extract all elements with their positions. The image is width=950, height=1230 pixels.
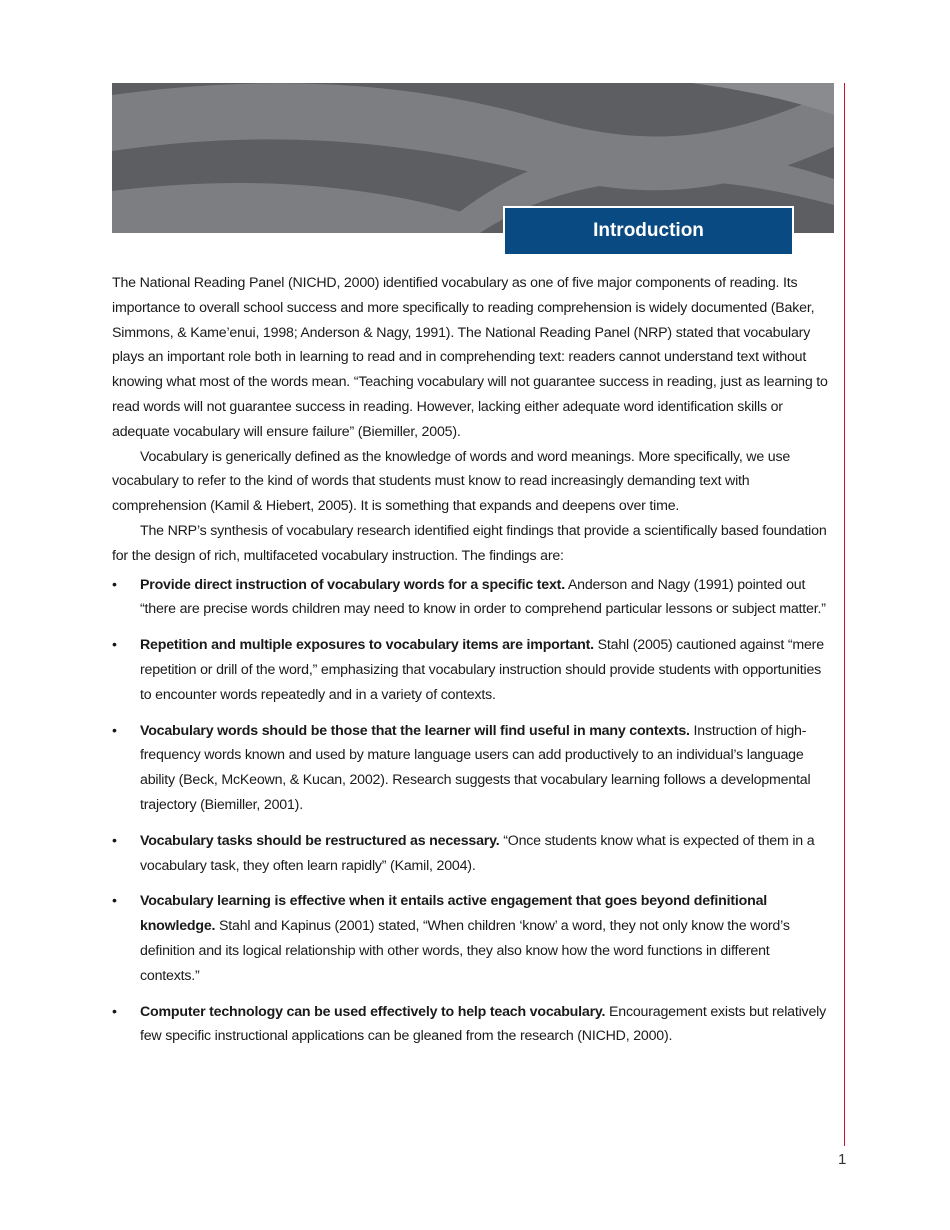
finding-lead: Vocabulary learning is effective when it entails active engagement that goes beyond definitional knowledge. (140, 893, 768, 935)
bullet-icon: • (112, 637, 117, 654)
finding-item (112, 829, 832, 879)
finding-text: “Once students know what is expected of them in a vocabulary task, they often learn rapidly” (Kamil, 2004). (140, 832, 815, 874)
bullet-icon: • (112, 893, 117, 910)
bullet-icon: • (112, 576, 117, 593)
bullet-icon: • (112, 1003, 117, 1020)
section-title (503, 206, 794, 256)
finding-item (112, 719, 832, 818)
finding-text: Stahl (2005) cautioned against “mere repetition or drill of the word,” emphasizing that vocabulary instruction should provide students with opportunities to encounter words repeatedly and in a variety of contexts. (140, 637, 824, 703)
finding-item (112, 1000, 832, 1050)
findings-list (112, 573, 832, 1050)
bullet-icon: • (112, 832, 117, 849)
body-text (112, 271, 832, 1060)
finding-item (112, 573, 832, 623)
finding-lead: Repetition and multiple exposures to vocabulary items are important. (140, 637, 594, 654)
paragraph: The NRP’s synthesis of vocabulary research identified eight findings that provide a scientifically based foundation for the design of rich, multifaceted vocabulary instruction. The findings are: (112, 522, 827, 564)
finding-item (112, 633, 832, 707)
bullet-icon: • (112, 722, 117, 739)
finding-text: Stahl and Kapinus (2001) stated, “When children ‘know’ a word, they not only know the word’s definition and its logical relationship with other words, they also know how the word functions in different contexts.” (140, 918, 790, 984)
finding-text: Instruction of high-frequency words known and used by mature language users can add productively to an individual’s language ability (Beck, McKeown, & Kucan, 2002). Research suggests that vocabulary learning follows a developmental trajectory (Biemiller, 2001). (140, 722, 811, 813)
finding-lead: Vocabulary tasks should be restructured as necessary. (140, 832, 500, 849)
page-number: 1 (838, 1151, 847, 1168)
finding-lead: Vocabulary words should be those that the learner will find useful in many contexts. (140, 722, 690, 739)
paragraph: The National Reading Panel (NICHD, 2000) identified vocabulary as one of five major components of reading. Its importance to overall school success and more specifically to reading comprehension is widely documented (Baker, Simmons, & Kame’enui, 1998; Anderson & Nagy, 1991). The National Reading Panel (NRP) stated that vocabulary plays an important role both in learning to read and in comprehending text: readers cannot understand text without knowing what most of the words mean. “Teaching vocabulary will not guarantee success in reading, just as learning to read words will not guarantee success in reading. However, lacking either adequate word identification skills or adequate vocabulary will ensure failure” (Biemiller, 2005). (112, 275, 828, 440)
finding-lead: Computer technology can be used effectively to help teach vocabulary. (140, 1003, 606, 1020)
paragraph: Vocabulary is generically defined as the knowledge of words and word meanings. More specifically, we use vocabulary to refer to the kind of words that students must know to read increasingly demanding text with comprehension (Kamil & Hiebert, 2005). It is something that expands and deepens over time. (112, 448, 791, 515)
margin-rule (844, 83, 845, 1146)
finding-text: Anderson and Nagy (1991) pointed out “there are precise words children may need to know in order to comprehend particular lessons or subject matter.” (140, 576, 826, 618)
finding-lead: Provide direct instruction of vocabulary words for a specific text. (140, 576, 565, 593)
section-title-text: Introduction (593, 220, 704, 241)
finding-item (112, 889, 832, 988)
finding-text: Encouragement exists but relatively few specific instructional applications can be gleaned from the research (NICHD, 2000). (140, 1003, 826, 1045)
